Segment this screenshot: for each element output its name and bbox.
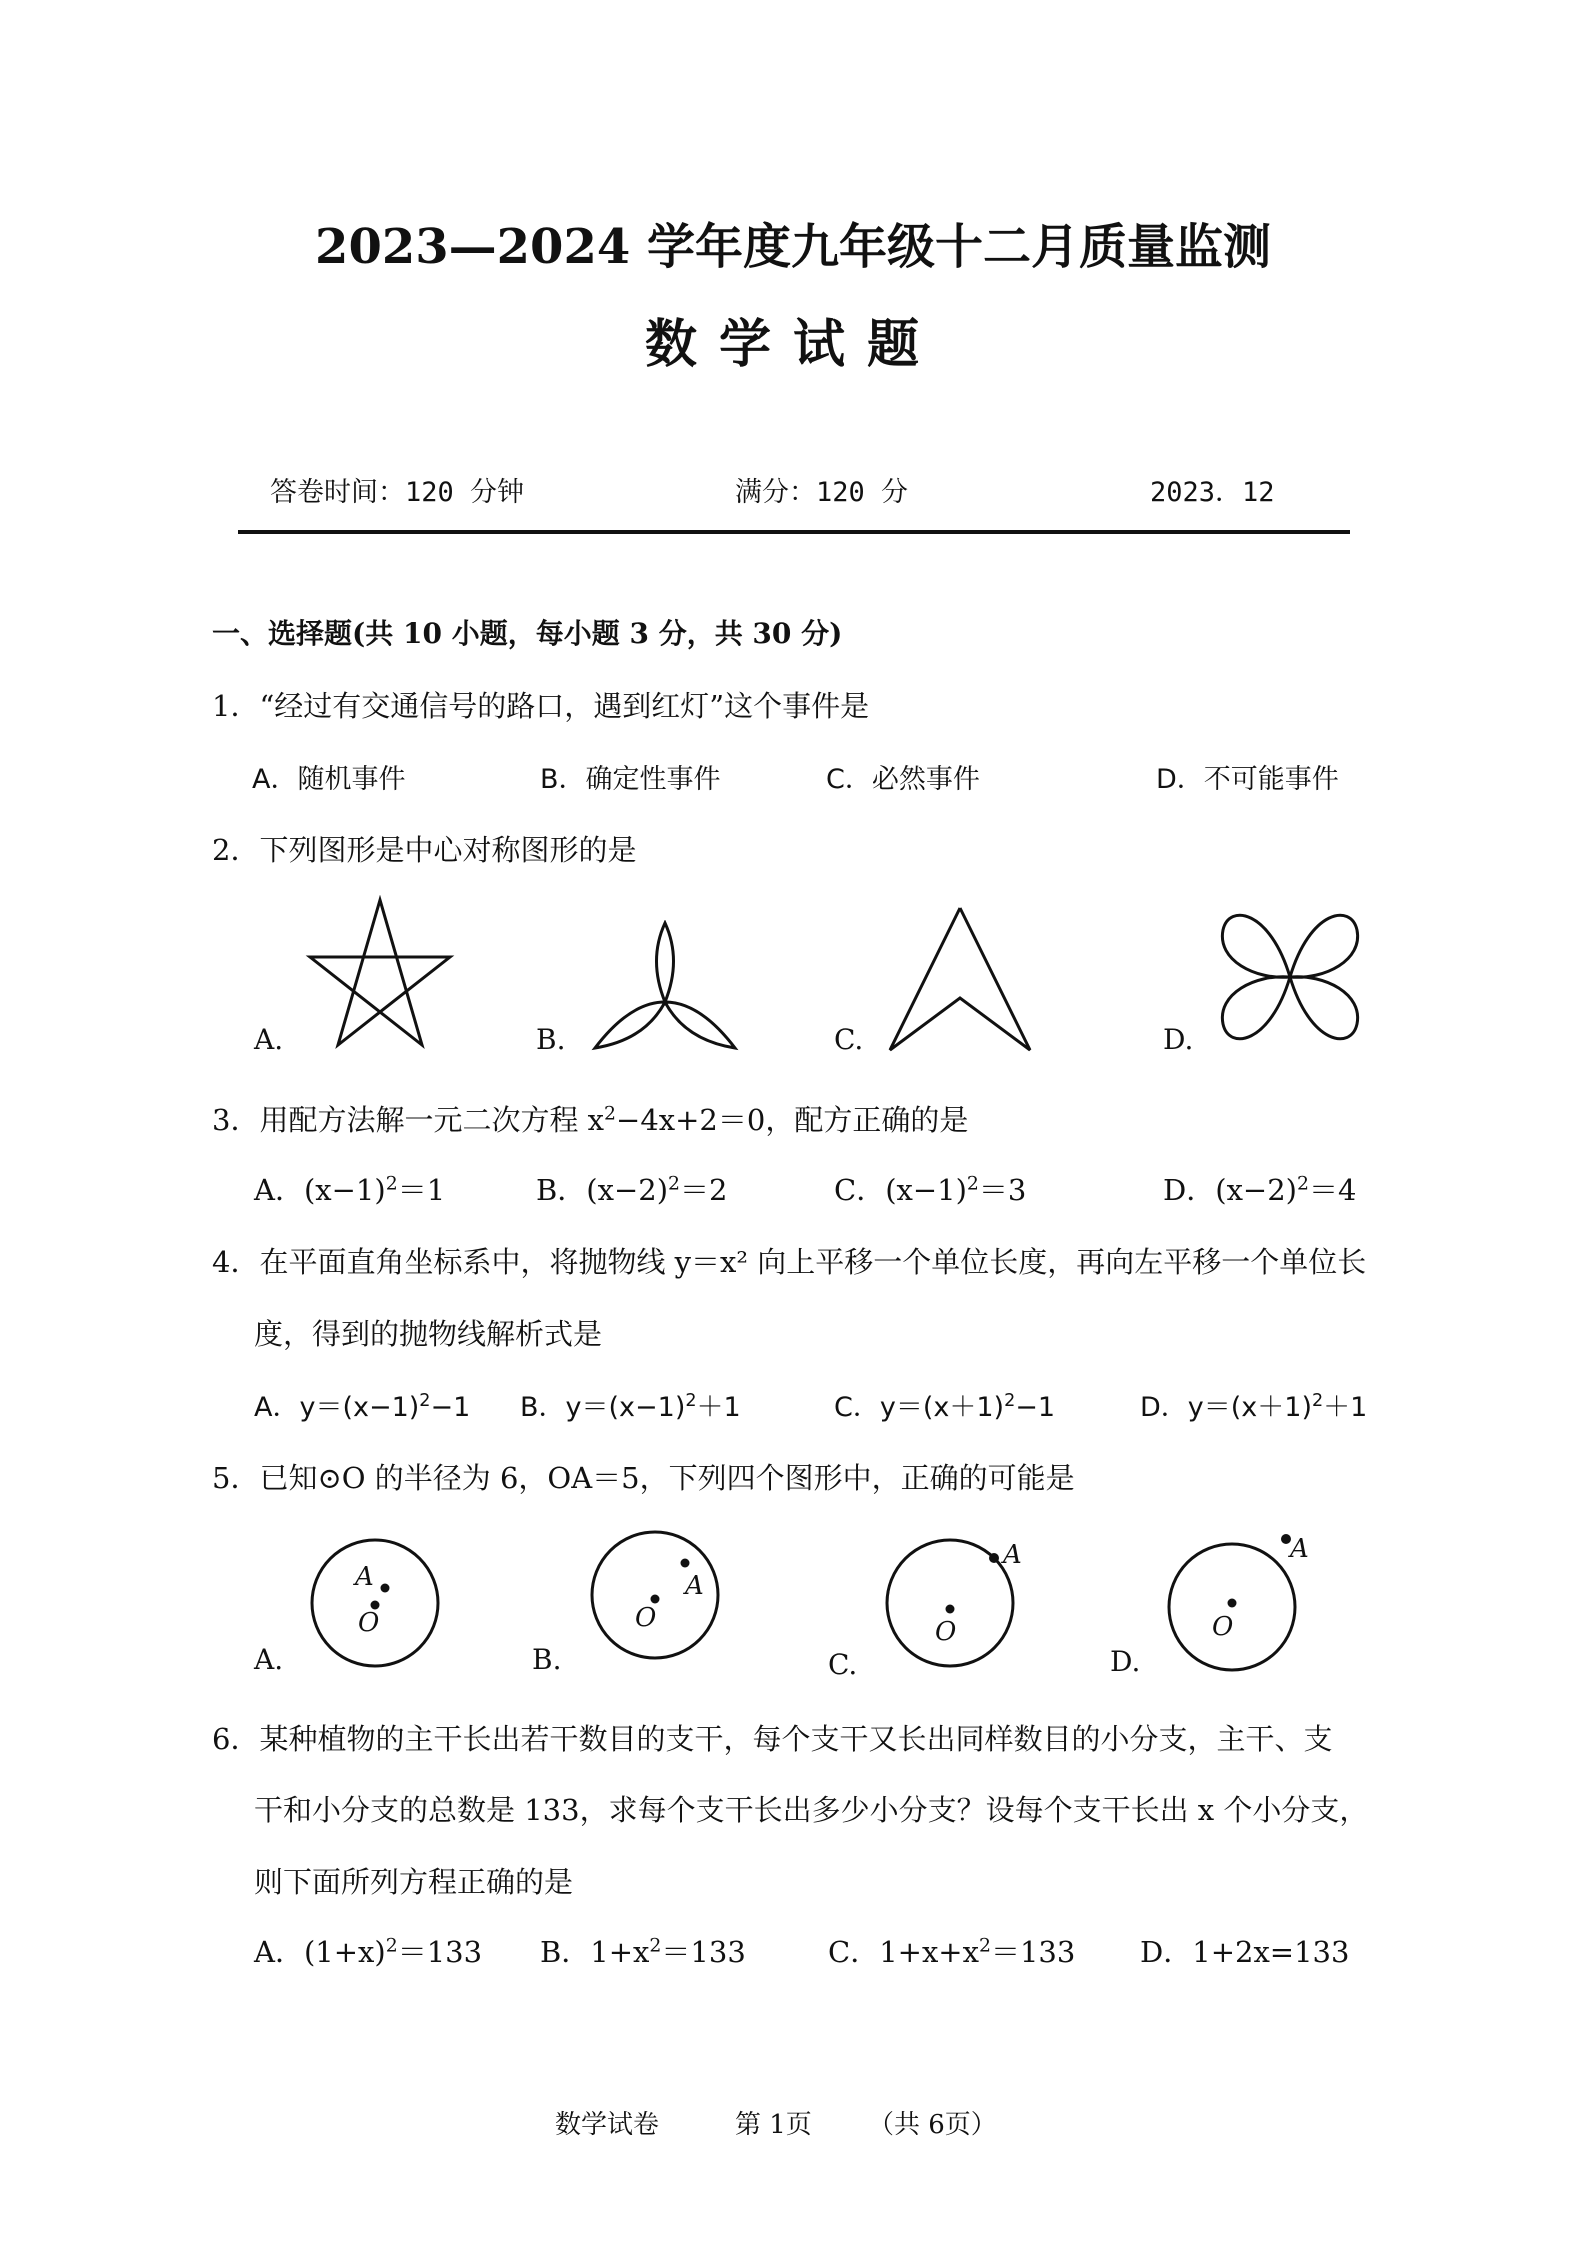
point-a-label: A xyxy=(1290,1534,1309,1564)
question-text: 下列图形是中心对称图形的是 xyxy=(259,833,637,867)
q2-label-c: C. xyxy=(834,1023,864,1056)
q5-label-a: A. xyxy=(254,1643,284,1676)
question-5 xyxy=(212,1456,1075,1497)
question-number: 2． xyxy=(212,833,260,867)
q4-option-a: A．$y=(x-1)^2-1$ xyxy=(254,1391,471,1423)
star-icon xyxy=(300,895,460,1055)
point-o-label: O xyxy=(1212,1612,1234,1642)
section-heading: 一、选择题(共 10 小题，每小题 3 分，共 30 分) xyxy=(212,617,843,650)
q6-option-d: D．1+2x=133 xyxy=(1140,1935,1350,1969)
q4-option-c: C．$y=(x+1)^2-1$ xyxy=(834,1391,1056,1423)
question-4 xyxy=(212,1240,1366,1281)
point-o-dot xyxy=(1228,1599,1237,1608)
question-text: 已知⊙O 的半径为 6，OA＝5，下列四个图形中，正确的可能是 xyxy=(259,1461,1075,1495)
q4-option-b: B．$y=(x-1)^2+1$ xyxy=(520,1391,741,1423)
question-number: 4． xyxy=(212,1245,260,1279)
circle-figure-c xyxy=(875,1528,1035,1678)
exam-title: 2023—2024 学年度九年级十二月质量监测 xyxy=(315,219,1271,275)
exam-date: 2023．12 xyxy=(1150,477,1275,508)
question-text: 用配方法解一元二次方程 $x^2-4x+2=0$，配方正确的是 xyxy=(259,1103,969,1137)
exam-time: 答卷时间：120 分钟 xyxy=(270,477,525,508)
point-o-label: O xyxy=(358,1608,380,1638)
q3-option-a: A．$(x-1)^2=1$ xyxy=(254,1173,446,1207)
question-1 xyxy=(212,684,869,725)
q2-label-d: D. xyxy=(1163,1023,1194,1056)
footer-subject: 数学试卷 xyxy=(555,2110,660,2140)
point-o-label: O xyxy=(935,1617,957,1647)
arrowhead-icon xyxy=(880,905,1040,1055)
point-a-label: A xyxy=(1003,1540,1022,1570)
q6-option-c: C．$1+x+x^2=133$ xyxy=(828,1935,1076,1969)
exam-score: 满分：120 分 xyxy=(735,477,909,508)
question-number: 3． xyxy=(212,1103,260,1137)
point-a-dot xyxy=(989,1553,999,1563)
q1-option-d: D．不可能事件 xyxy=(1156,764,1339,795)
question-3 xyxy=(212,1098,968,1139)
four-petal-icon xyxy=(1215,905,1365,1050)
point-a-dot xyxy=(681,1559,690,1568)
point-a-label: A xyxy=(355,1562,374,1592)
q6-option-a: A．$(1+x)^2=133$ xyxy=(254,1935,483,1969)
q1-option-c: C．必然事件 xyxy=(826,764,980,795)
footer-page: 第 1页 xyxy=(735,2110,812,2140)
point-a-dot xyxy=(381,1584,390,1593)
question-number: 5． xyxy=(212,1461,260,1495)
q1-option-a: A．随机事件 xyxy=(252,764,406,795)
three-petal-icon xyxy=(590,920,740,1055)
question-text-line1: 某种植物的主干长出若干数目的支干，每个支干又长出同样数目的小分支，主干、支 xyxy=(259,1722,1333,1756)
question-text: “经过有交通信号的路口，遇到红灯”这个事件是 xyxy=(259,689,870,723)
q2-label-b: B. xyxy=(536,1023,566,1056)
q3-option-c: C．$(x-1)^2=3$ xyxy=(834,1173,1027,1207)
q5-label-d: D. xyxy=(1110,1645,1141,1678)
question-text-line1: 在平面直角坐标系中，将抛物线 y＝x² 向上平移一个单位长度，再向左平移一个单位长 xyxy=(259,1245,1367,1279)
question-number: 6． xyxy=(212,1722,260,1756)
question-6-line2: 干和小分支的总数是 133，求每个支干长出多少小分支？设每个支干长出 x 个小分支， xyxy=(254,1793,1369,1827)
point-o-dot xyxy=(946,1605,955,1614)
circle-figure-a xyxy=(300,1528,450,1678)
q5-label-c: C. xyxy=(828,1648,858,1681)
point-o-label: O xyxy=(635,1603,657,1633)
question-2 xyxy=(212,828,636,869)
footer-total: （共 6页） xyxy=(868,2110,997,2140)
exam-subtitle: 数学试题 xyxy=(644,314,941,375)
q3-option-d: D．$(x-2)^2=4$ xyxy=(1163,1173,1357,1207)
question-number: 1． xyxy=(212,689,260,723)
q6-option-b: B．$1+x^2=133$ xyxy=(540,1935,746,1969)
q1-option-b: B．确定性事件 xyxy=(540,764,721,795)
question-4-line2: 度，得到的抛物线解析式是 xyxy=(254,1317,603,1351)
circle-figure-b xyxy=(580,1520,730,1670)
q3-option-b: B．$(x-2)^2=2$ xyxy=(536,1173,728,1207)
q4-option-d: D．$y=(x+1)^2+1$ xyxy=(1140,1391,1368,1423)
header-divider xyxy=(238,530,1350,534)
circle-figure-d xyxy=(1165,1522,1315,1682)
q5-label-b: B. xyxy=(532,1643,562,1676)
question-6-line3: 则下面所列方程正确的是 xyxy=(254,1865,574,1899)
point-a-label: A xyxy=(685,1571,704,1601)
question-6 xyxy=(212,1717,1332,1758)
q2-label-a: A. xyxy=(254,1023,284,1056)
